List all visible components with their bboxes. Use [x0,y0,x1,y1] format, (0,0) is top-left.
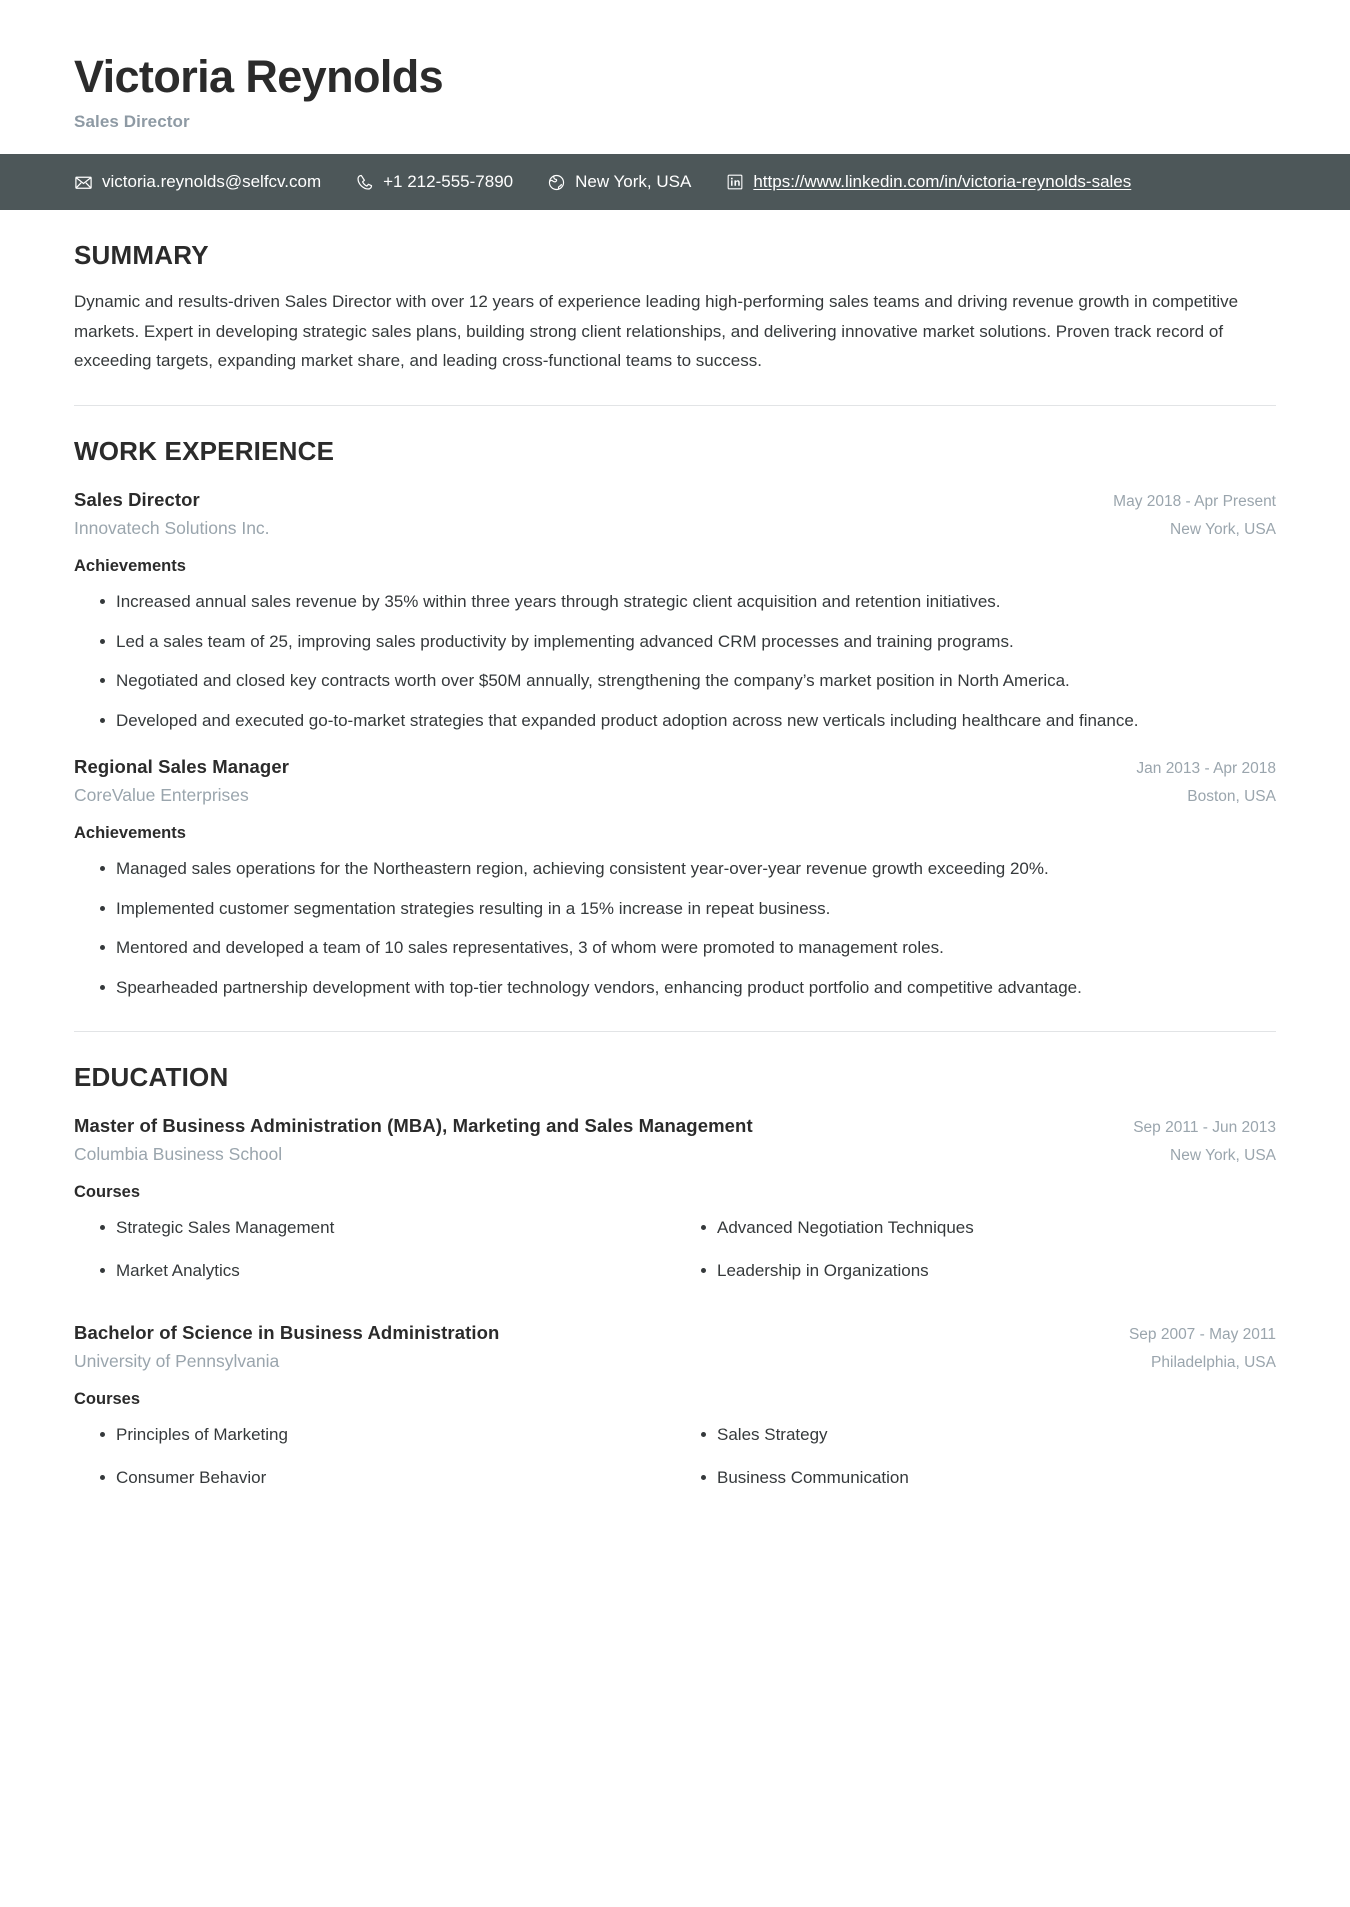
section-education [74,1032,1276,1507]
work-location: Boston, USA [1187,788,1276,806]
envelope-icon [74,173,93,192]
work-entry-second-row [74,511,1276,539]
education-school: Columbia Business School [74,1144,283,1165]
section-summary [74,210,1276,375]
education-school: University of Pennsylvania [74,1351,280,1372]
list-item: Increased annual sales revenue by 35% within three years through strategic client acquisition and retention initiatives. [74,588,1276,616]
education-entry [74,1115,1276,1300]
education-entry [74,1322,1276,1507]
resume-header [0,0,1350,154]
contact-linkedin-link[interactable]: https://www.linkedin.com/in/victoria-reynolds-sales [753,172,1132,192]
list-item: Managed sales operations for the Northeastern region, achieving consistent year-over-year revenue growth exceeding 20%. [74,855,1276,883]
list-item: Implemented customer segmentation strategies resulting in a 15% increase in repeat business. [74,895,1276,923]
work-company: CoreValue Enterprises [74,785,249,806]
work-dates: May 2018 - Apr Present [1113,493,1276,511]
education-location: New York, USA [1170,1147,1276,1165]
summary-text: Dynamic and results-driven Sales Director with over 12 years of experience leading high-performing sales teams and driving revenue growth in competitive markets. Expert in developing strategic sales plans, building strong client relationships, and delivering innovative market solutions. Proven track record of exceeding targets, expanding market share, and leading cross-functional teams to success. [74,292,1239,370]
work-company: Innovatech Solutions Inc. [74,518,270,539]
list-item: Spearheaded partnership development with top-tier technology vendors, enhancing product portfolio and competitive advantage. [74,974,1276,1002]
achievements-label: Achievements [74,824,186,843]
contact-location-text: New York, USA [575,172,692,192]
work-location: New York, USA [1170,521,1276,539]
list-item: Business Communication [675,1464,1276,1507]
work-position: Regional Sales Manager [74,756,290,778]
resume-content [0,210,1350,1507]
list-item: Principles of Marketing [74,1421,675,1464]
education-courses-grid [74,1421,1276,1507]
list-item: Market Analytics [74,1257,675,1300]
work-dates: Jan 2013 - Apr 2018 [1136,760,1276,778]
contact-phone-text: +1 212-555-7890 [383,172,514,192]
education-location: Philadelphia, USA [1151,1354,1276,1372]
phone-icon [355,173,374,192]
work-achievements-list [74,588,1276,734]
education-entry-top-row [74,1115,1276,1137]
education-dates: Sep 2007 - May 2011 [1128,1326,1276,1344]
courses-label: Courses [74,1183,141,1202]
list-item: Negotiated and closed key contracts worth over $50M annually, strengthening the company’s market position in North America. [74,667,1276,695]
work-achievements-list [74,855,1276,1001]
list-item: Strategic Sales Management [74,1214,675,1257]
education-degree: Bachelor of Science in Business Administration [74,1322,500,1344]
education-degree: Master of Business Administration (MBA), Marketing and Sales Management [74,1115,753,1137]
education-entry-second-row [74,1344,1276,1372]
contact-email-text: victoria.reynolds@selfcv.com [102,172,322,192]
list-item: Led a sales team of 25, improving sales productivity by implementing advanced CRM processes and training programs. [74,628,1276,656]
work-entry-second-row [74,778,1276,806]
courses-label: Courses [74,1390,141,1409]
contact-bar [0,154,1350,210]
achievements-label: Achievements [74,557,186,576]
contact-linkedin[interactable] [725,172,1131,192]
section-title-education: EDUCATION [74,1062,229,1093]
work-entry [74,756,1276,1001]
list-item: Sales Strategy [675,1421,1276,1464]
education-entry-top-row [74,1322,1276,1344]
contact-location [547,172,691,192]
section-work-experience [74,406,1276,1001]
globe-icon [547,173,566,192]
contact-email[interactable] [74,172,321,192]
education-entry-second-row [74,1137,1276,1165]
education-courses-grid [74,1214,1276,1300]
work-entry-top-row [74,489,1276,511]
section-title-work: WORK EXPERIENCE [74,436,335,467]
section-title-summary: SUMMARY [74,240,209,271]
linkedin-icon [725,173,744,192]
work-entry-top-row [74,756,1276,778]
candidate-name: Victoria Reynolds [74,51,444,102]
candidate-job-title: Sales Director [74,112,190,132]
list-item: Mentored and developed a team of 10 sales representatives, 3 of whom were promoted to management roles. [74,934,1276,962]
list-item: Leadership in Organizations [675,1257,1276,1300]
work-position: Sales Director [74,489,200,511]
work-entry [74,489,1276,734]
contact-phone[interactable] [355,172,513,192]
list-item: Developed and executed go-to-market strategies that expanded product adoption across new verticals including healthcare and finance. [74,707,1276,735]
education-dates: Sep 2011 - Jun 2013 [1133,1119,1276,1137]
list-item: Consumer Behavior [74,1464,675,1507]
list-item: Advanced Negotiation Techniques [675,1214,1276,1257]
